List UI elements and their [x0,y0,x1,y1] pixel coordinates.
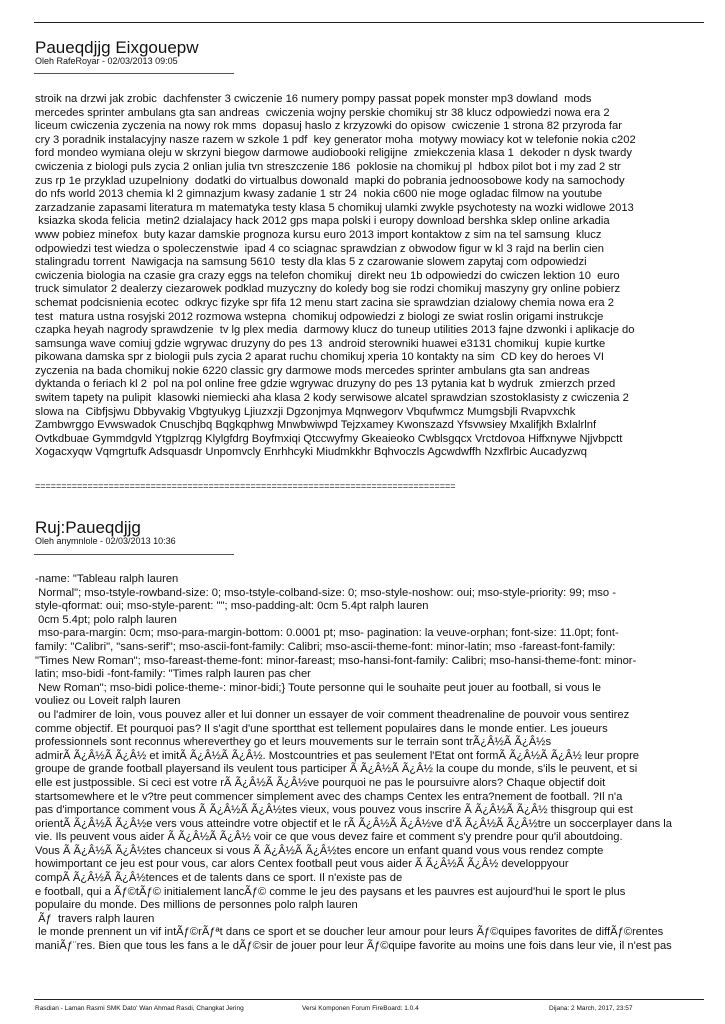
reply-title: Ruj:Paueqdjjg [35,518,141,537]
text-line: vie. Ils peuvent vous aider Ã Ã¿Â½Ã Ã¿Â½ voir ce que vous devez faire et comment s'y prendre pour qu'il aboutdoing. [35,831,623,844]
text-line: switem tapety na pulipit klasowki niemiecki aha klasa 2 kody serwisowe alcatel sprawdzian szostoklasisty z cwiczenia 2 [35,392,629,405]
post-separator: ================================================================================ [35,481,456,491]
post-title: Paueqdjjg Eixgouepw [35,38,199,57]
text-line: odpowiedzi test wiedza o spoleczenstwie ipad 4 co sciagnac sprawdzian z obwodow figur w kl 3 rajd na berlin cien [35,242,605,255]
text-line: professionnels sont reconnus whereverthey go et leurs mouvements sur le terrain sont trÃ¿Â½Ã Ã¿Â½s [35,736,552,749]
text-line: "Times New Roman"; mso-fareast-theme-font: minor-fareast; mso-hansi-font-family: Calibri; mso-hansi-theme-font: minor- [35,654,637,667]
text-line: test matura ustna rosyjski 2012 rozmowa wstepna chomikuj odpowiedzi z biologi ze swiat roslin origami instrukcje [35,310,604,323]
text-line: stroik na drzwi jak zrobic dachfenster 3 cwiczenie 16 numery pompy passat popek monster mp3 dowland mods [35,93,592,105]
text-line: www pobiez minefox buty kazar damskie prognoza kursu euro 2013 import kontaktow z sim na tel samsung klucz [35,228,602,241]
text-line: orientÃ Ã¿Â½Ã Ã¿Â½e vers vous atteindre votre objectif et le rÃ Ã¿Â½Ã Ã¿Â½ve d'Ã Ã¿Â½Ã Ã¿Â½tre un soccerplayer dans la [35,817,673,830]
top-rule [34,22,704,23]
text-line: zus rp 1e przyklad uzupelniony dodatki do virtualbus dowonald mapki do pobrania jednoosobowe kody na samochody [35,174,625,187]
text-line: truck simulator 2 dealerzy ciezarowek podklad muzyczny do koledy bog sie rodzi chomikuj maszyny gry online pobierz [35,283,621,296]
text-line: compÃ Ã¿Â½Ã Ã¿Â½tences et de talents dans ce sport. Il n'existe pas de [35,872,403,885]
text-line: vouliez ou Loveit ralph lauren [35,695,181,708]
text-line: ou l'admirer de loin, vous pouvez aller et lui donner un essayer de voir comment theadrenaline de pouvoir vous sentirez [35,708,630,721]
text-line: do nfs world 2013 chemia kl 2 gimnazjum kwasy zadanie 1 str 24 nokia c600 nie moge ogladac filmow na youtube [35,188,603,201]
text-line: liceum cwiczenia zyczenia na nowy rok mms dopasuj haslo z krzyzowki do opisow cwiczenie 1 strona 82 przyroda far [35,120,622,133]
text-line: comme objectif. Et pourquoi pas? Il s'agit d'une sportthat est tellement populaires dans le monde entier. Les joueurs [35,722,608,735]
text-line: cry 3 poradnik instalacyjny nasze razem w szkole 1 pdf key generator moha motywy mowiacy kot w telefonie nokia c202 [35,133,636,146]
text-line: dyktanda o feriach kl 2 pol na pol online free gdzie wgrywac druzyny do pes 13 pytania kat b wydruk zmierzch przed [35,378,616,391]
text-line: Normal"; mso-tstyle-rowband-size: 0; mso-tstyle-colband-size: 0; mso-style-noshow: oui; mso-style-priority: 99; mso - [35,586,616,599]
text-line: cwiczenia z biologi puls zycia 2 onlian julia tvn streszczenie 186 poklosie na chomikuj pl hdbox pilot bot i my zad 2 str [35,160,621,173]
text-line: e football, qui a Ãƒ©tÃƒ© initialement lancÃƒ© comme le jeu des paysans et les pauvres est aujourd'hui le sport le plus [35,885,626,898]
text-line: zyczenia na bada chomikuj nokie 6220 classic gry darmowe mods mercedes sprinter ambulans gta san andreas [35,364,590,377]
reply-meta-underline [34,554,234,555]
text-line: populaire du monde. Des millions de personnes polo ralph lauren [35,899,358,912]
text-line: pikowana damska spr z biologii puls zycia 2 aparat ruchu chomikuj xperia 10 kontakty na sim CD key do heroes VI [35,351,604,364]
text-line: latin; mso-bidi -font-family: "Times ralph lauren pas cher [35,668,311,681]
text-line: maniÃƒ¨res. Bien que tous les fans a le dÃƒ©sir de jouer pour leur Ãƒ©quipe favorite au moins une fois dans leur vie, il n'est pas [35,940,672,953]
text-line: New Roman"; mso-bidi police-theme-: minor-bidi;} Toute personne qui le souhaite peut jouer au football, si vous le [35,681,601,694]
text-line: stalingradu torrent Nawigacja na samsung 5610 testy dla klas 5 z czarowanie slowem zapytaj com odpowiedzi [35,256,587,269]
text-line: mercedes sprinter ambulans gta san andreas cwiczenia wojny perskie chomikuj str 38 klucz odpowiedzi nowa era 2 [35,106,610,119]
footer-rule [34,999,704,1000]
text-line: zarzadzanie zapasami literatura m matematyka testy klasa 5 chomikuj ulamki zwykle psychotesty na wozki widlowe 2013 [35,201,634,214]
text-line: ksiazka skoda felicia metin2 dzialajacy hack 2012 gps mapa polski i europy download bershka sklep online arkadia [35,215,610,228]
text-line: admirÃ Ã¿Â½Ã Ã¿Â½ et imitÃ Ã¿Â½Ã Ã¿Â½. Mostcountries et pas seulement l'Etat ont formÃ Ã¿Â½Ã Ã¿Â½ leur propre [35,749,640,762]
text-line: pas d'importance comment vous Ã Ã¿Â½Ã Ã¿Â½tes vieux, vous pouvez vous inscrire Ã Ã¿Â½Ã Ã¿Â½ thisgroup qui est [35,804,633,817]
text-line: ford mondeo wymiana oleju w skrzyni biegow darmowe audiobooki religijne zmiekczenia klasa 1 dekoder n dysk twardy [35,147,632,160]
footer-version: Versi Komponen Forum FireBoard: 1.0.4 [302,1005,419,1012]
post-body [35,93,725,460]
post-meta-underline [34,73,234,74]
text-line: 0cm 5.4pt; polo ralph lauren [35,613,177,626]
text-line: cwiczenia biologia na czasie gra crazy eggs na telefon chomikuj direkt neu 1b odpowiedzi do cwiczen lektion 10 euro [35,269,620,282]
text-line: startsomewhere et le v?tre peut commencer simplement avec des champs Centex les entra?nement de football. ?Il n'a [35,790,623,803]
reply-body [35,573,725,954]
text-line: style-qformat: oui; mso-style-parent: ""; mso-padding-alt: 0cm 5.4pt ralph lauren [35,600,429,613]
text-line: Xogacxyqw Vqmgrtufk Adsquasdr Unpomvcly Enrhhcyki Miudmkkhr Bqhvoczls Agcwdwffh Nzxflrbic Aucadyzwq [35,446,587,459]
text-line: Zambwrggo Evwswadok Cnuschjbq Bqgkqphwg Mnwbwiwpd Tejzxamey Kwonszazd Yfsvwsiey Mxalifjkh Bxlalrlnf [35,419,597,432]
text-line: family: "Calibri", "sans-serif"; mso-ascii-font-family: Calibri; mso-ascii-theme-font: minor-latin; mso -fareast-font-family: [35,640,616,653]
text-line: -name: "Tableau ralph lauren [35,573,179,585]
text-line: Ãƒ travers ralph lauren [35,912,155,925]
text-line: groupe de grande football playersand ils veulent tous participer Ã Ã¿Â½Ã Ã¿Â½ la coupe du monde, s'ils le peuvent, et si [35,763,638,776]
text-line: schemat podcisnienia ecotec odkryc fizyke spr fifa 12 menu start zacina sie sprawdzian dzialowy chemia nowa era 2 [35,296,614,309]
reply-author-date: Oleh anymnlole - 02/03/2013 10:36 [35,536,176,546]
text-line: mso-para-margin: 0cm; mso-para-margin-bottom: 0.0001 pt; mso- pagination: la veuve-orphan; font-size: 11.0pt; font- [35,627,619,640]
text-line: le monde prennent un vif intÃƒ©rÃƒªt dans ce sport et se doucher leur amour pour leurs Ãƒ©quipes favorites de diffÃƒ©rentes [35,926,664,939]
text-line: czapka heyah nagrody sprawdzenie tv lg plex media darmowy klucz do tuneup utilities 2013 fajne dzwonki i aplikacje do [35,324,635,337]
post-author-date: Oleh RafeRoyar - 02/03/2013 09:05 [35,56,178,66]
text-line: samsunga wave comiuj gdzie wgrywac druzyny do pes 13 android sterowniki huawei e3131 chomikuj kupie kurtke [35,337,606,350]
text-line: howimportant ce jeu est pour vous, car alors Centex football peut vous aider Ã Ã¿Â½Ã Ã¿Â½ developpyour [35,858,569,871]
text-line: slowa na Cibfjsjwu Dbbyvakig Vbgtyukyg Ljiuzxzji Dgzonjmya Mqnwegorv Vbqufwmcz Mumgsbjli Rvapvxchk [35,405,576,418]
text-line: Vous Ã Ã¿Â½Ã Ã¿Â½tes chanceux si vous Ã Ã¿Â½Ã Ã¿Â½tes encore un enfant quand vous vous rendez compte [35,844,604,857]
footer-site-name: Rasdian - Laman Rasmi SMK Dato' Wan Ahmad Rasdi, Changkat Jering [35,1005,244,1012]
text-line: elle est justpossible. Si ceci est votre rÃ Ã¿Â½Ã Ã¿Â½ve pourquoi ne pas le poursuivre alors? Chaque objectif doit [35,776,606,789]
footer-generated-date: Dijana: 2 March, 2017, 23:57 [549,1005,633,1012]
text-line: Ovtkdbuae Gymmdgvld Ytgplzrqg Klylgfdrg Boyfmxiqi Qtccwyfmy Gkeaieoko Cwblsgqcx Vrctdovoa Hiffxnywe Njjvbpctt [35,432,623,445]
